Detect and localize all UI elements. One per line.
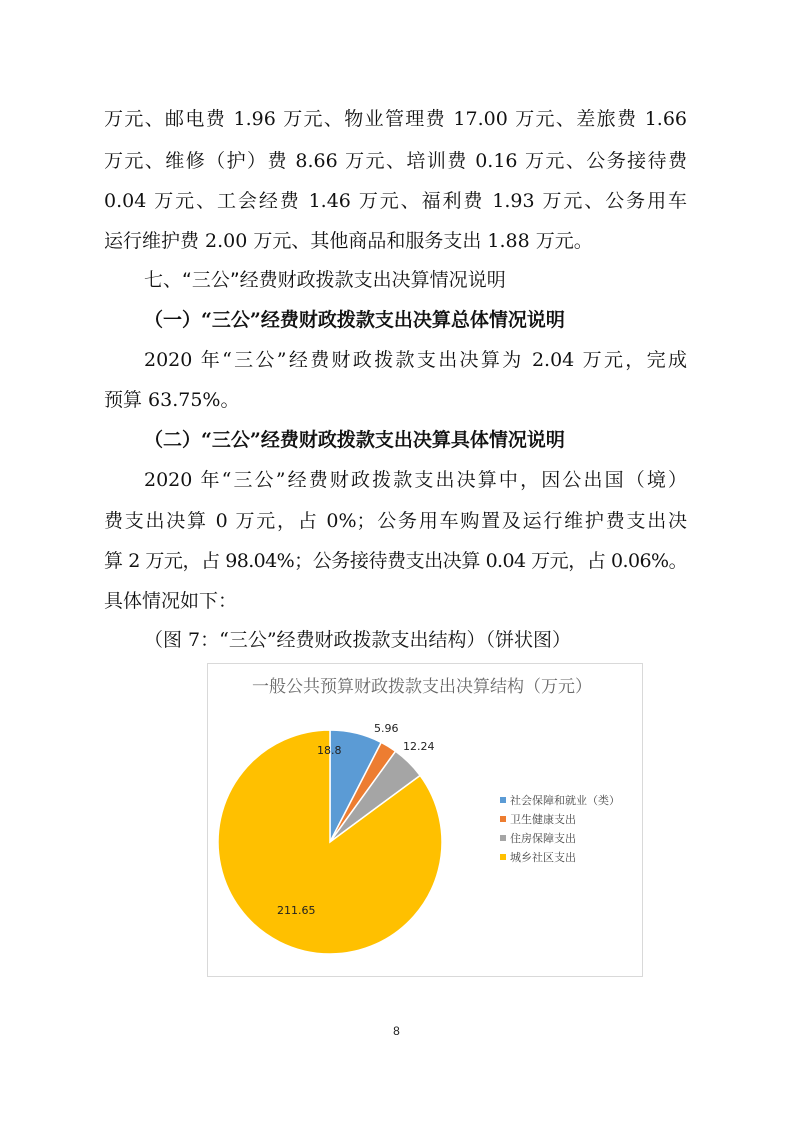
data-label: 18.8	[317, 744, 342, 757]
body-text-line: 2020 年“三公”经费财政拨款支出决算中，因公出国（境）	[144, 469, 687, 491]
legend-swatch	[500, 816, 506, 822]
figure-caption: （图 7：“三公”经费财政拨款支出结构）（饼状图）	[144, 629, 572, 651]
data-label: 5.96	[374, 722, 399, 735]
legend-swatch	[500, 797, 506, 803]
section-heading: 七、“三公”经费财政拨款支出决算情况说明	[144, 269, 506, 291]
legend-label: 城乡社区支出	[510, 851, 576, 864]
legend-swatch	[500, 835, 506, 841]
body-text-line: 预算 63.75%。	[104, 389, 240, 411]
subsection-heading: （一）“三公”经费财政拨款支出决算总体情况说明	[144, 309, 565, 331]
pie-chart	[208, 664, 642, 976]
body-text-line: 2020 年“三公”经费财政拨款支出决算为 2.04 万元，完成	[144, 349, 687, 371]
body-text-line: 具体情况如下：	[104, 590, 238, 612]
legend-label: 卫生健康支出	[510, 813, 576, 826]
body-text-line: 运行维护费 2.00 万元、其他商品和服务支出 1.88 万元。	[104, 230, 593, 252]
body-text-line: 算 2 万元，占 98.04%；公务接待费支出决算 0.04 万元，占 0.06%。	[104, 550, 687, 572]
page-number: 8	[393, 1024, 400, 1038]
data-label: 211.65	[277, 904, 316, 917]
subsection-heading: （二）“三公”经费财政拨款支出决算具体情况说明	[144, 429, 565, 451]
legend-swatch	[500, 854, 506, 860]
legend-label: 社会保障和就业（类）	[510, 794, 620, 807]
data-label: 12.24	[403, 740, 435, 753]
body-text-line: 万元、维修（护）费 8.66 万元、培训费 0.16 万元、公务接待费	[104, 150, 687, 172]
body-text-line: 费支出决算 0 万元，占 0%；公务用车购置及运行维护费支出决	[104, 510, 687, 532]
body-text-line: 万元、邮电费 1.96 万元、物业管理费 17.00 万元、差旅费 1.66	[104, 108, 687, 130]
legend-label: 住房保障支出	[510, 832, 576, 845]
pie-chart-frame	[207, 663, 643, 977]
body-text-line: 0.04 万元、工会经费 1.46 万元、福利费 1.93 万元、公务用车	[104, 190, 687, 212]
chart-title: 一般公共预算财政拨款支出决算结构（万元）	[252, 677, 592, 697]
